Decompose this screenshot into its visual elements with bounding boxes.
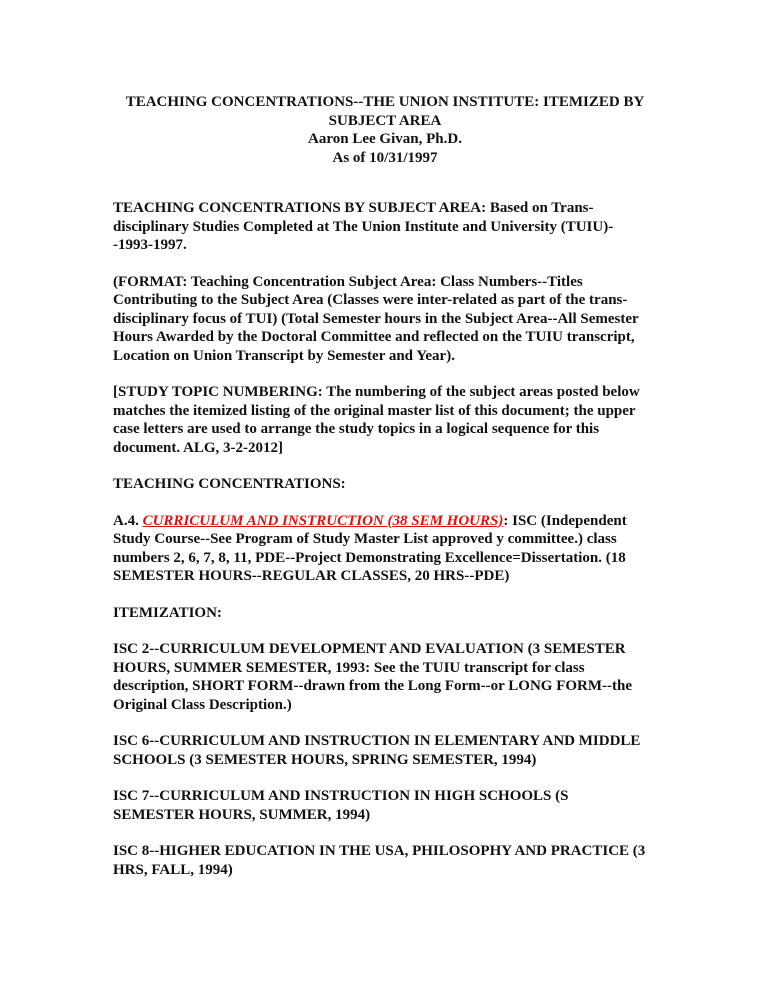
- isc-6-item: ISC 6--CURRICULUM AND INSTRUCTION IN ELEMENTARY AND MIDDLE SCHOOLS (3 SEMESTER HOURS, SPRING SEMESTER, 1994): [113, 733, 641, 768]
- concentrations-heading: TEACHING CONCENTRATIONS:: [113, 476, 346, 492]
- section-a4-text: : ISC (Independent Study Course--See Program of Study Master List approved y committee.) class numbers 2, 6, 7, 8, 11, PDE--Project Demonstrating Excellence=Dissertation. (18 SEMESTER HOURS--REGULAR CLASSES, 20 HRS--PDE): [113, 512, 627, 584]
- intro-paragraph: TEACHING CONCENTRATIONS BY SUBJECT AREA: Based on Trans-disciplinary Studies Completed at The Union Institute and University (TUIU)--1993-1997.: [113, 200, 614, 253]
- title-line-2: SUBJECT AREA: [328, 112, 442, 129]
- itemization-heading: ITEMIZATION:: [113, 604, 222, 621]
- isc-2-item: ISC 2--CURRICULUM DEVELOPMENT AND EVALUATION (3 SEMESTER HOURS, SUMMER SEMESTER, 1993: See the TUIU transcript for class description, SHORT FORM--drawn from the Long Form--or LONG FORM--the Original Class Description.): [113, 641, 633, 713]
- document-header: [113, 93, 653, 167]
- section-a4-title: CURRICULUM AND INSTRUCTION (38 SEM HOURS): [142, 512, 504, 529]
- section-a4-paragraph: [113, 512, 653, 586]
- title-line-1: TEACHING CONCENTRATIONS--THE UNION INSTITUTE: ITEMIZED BY: [125, 94, 645, 110]
- isc-7-item: ISC 7--CURRICULUM AND INSTRUCTION IN HIGH SCHOOLS (S SEMESTER HOURS, SUMMER, 1994): [113, 788, 569, 823]
- section-a4-number: A.4.: [113, 512, 143, 529]
- numbering-paragraph: [STUDY TOPIC NUMBERING: The numbering of the subject areas posted below matches the itemized listing of the original master list of this document; the upper case letters are used to arrange the study topics in a logical sequence for this document. ALG, 3-2-2012]: [113, 384, 640, 456]
- format-paragraph: (FORMAT: Teaching Concentration Subject Area: Class Numbers--Titles Contributing to the Subject Area (Classes were inter-related as part of the trans-disciplinary focus of TUI) (Total Semester hours in the Subject Area--All Semester Hours Awarded by the Doctoral Committee and reflected on the TUIU transcript, Location on Union Transcript by Semester and Year).: [113, 273, 639, 364]
- as-of-date: As of 10/31/1997: [332, 149, 438, 166]
- isc-8-item: ISC 8--HIGHER EDUCATION IN THE USA, PHILOSOPHY AND PRACTICE (3 HRS, FALL, 1994): [113, 843, 646, 878]
- author-name: Aaron Lee Givan, Ph.D.: [308, 131, 462, 147]
- document-page: [113, 93, 653, 897]
